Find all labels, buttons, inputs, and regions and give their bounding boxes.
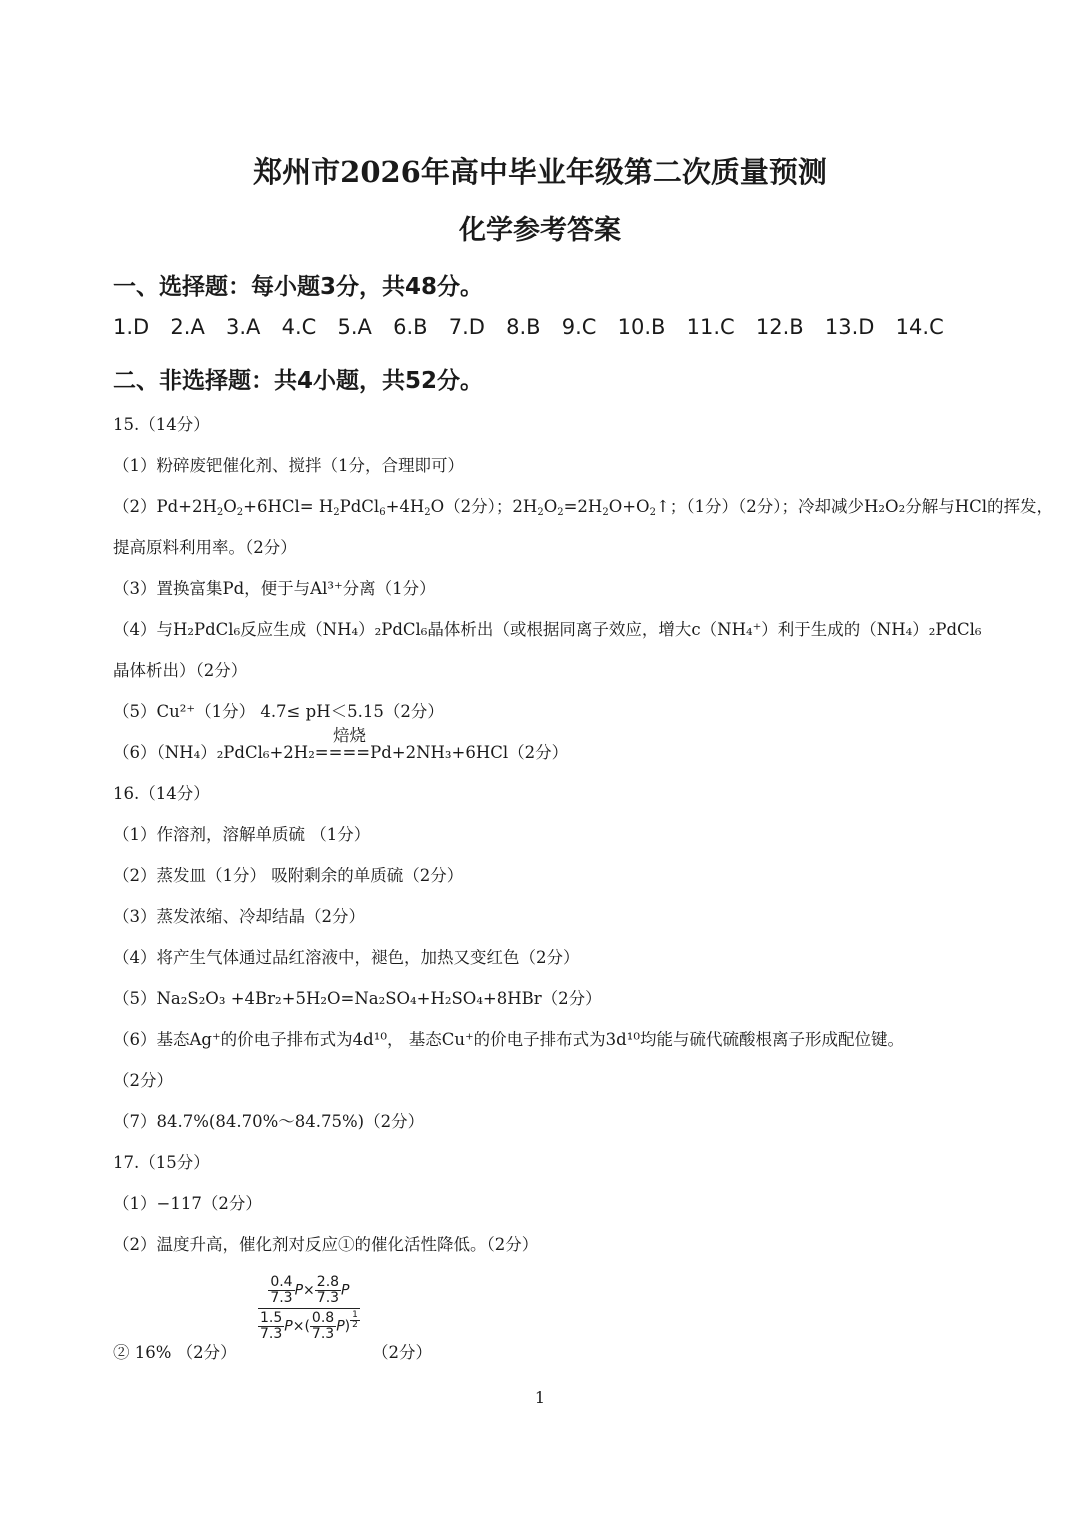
kp-fraction: [258, 1275, 360, 1342]
q15-answer-3: （3）置换富集Pd，便于与Al³⁺分离（1分）: [113, 579, 436, 598]
answer-item: 8.B: [506, 315, 541, 339]
answer-item: 11.C: [686, 315, 735, 339]
q17-answer-1: （1）−117（2分）: [113, 1194, 262, 1213]
q15-answer-6: （6）（NH₄）₂PdCl₆+2H₂====Pd+2NH₃+6HCl（2分）: [113, 743, 569, 762]
document-title: 郑州市2026年高中毕业年级第二次质量预测: [253, 155, 827, 189]
answer-item: 13.D: [824, 315, 875, 339]
q16-answer-6: （6）基态Ag⁺的价电子排布式为4d¹⁰， 基态Cu⁺的价电子排布式为3d¹⁰均能与硫代硫酸根离子形成配位键。: [113, 1030, 904, 1049]
q16-heading: 16.（14分）: [113, 784, 210, 803]
answer-item: 6.B: [393, 315, 428, 339]
q17-heading: 17.（15分）: [113, 1153, 210, 1172]
answer-item: 5.A: [337, 315, 372, 339]
section2-heading: 二、非选择题：共4小题，共52分。: [113, 368, 484, 394]
q16-answer-2: （2）蒸发皿（1分） 吸附剩余的单质硫（2分）: [113, 866, 464, 885]
equilibrium-constant-expression: [258, 1275, 360, 1342]
q15-a6-condition: 焙烧: [333, 726, 366, 745]
q15-answer-2-cont: 提高原料利用率。（2分）: [113, 538, 297, 557]
q16-answer-3: （3）蒸发浓缩、冷却结晶（2分）: [113, 907, 365, 926]
kp-numerator: $\frac{0.4}{7.3}$ P× $\frac{2.8}{7.3}$ P: [258, 1275, 360, 1309]
answer-item: 12.B: [755, 315, 804, 339]
q16-answer-5: （5）Na₂S₂O₃ +4Br₂+5H₂O=Na₂SO₄+H₂SO₄+8HBr（2分）: [113, 989, 602, 1008]
answer-item: 10.B: [617, 315, 666, 339]
q16-answer-6-cont: （2分）: [113, 1071, 173, 1090]
answer-item: 1.D: [113, 315, 150, 339]
answer-item: 9.C: [561, 315, 597, 339]
answer-item: 4.C: [281, 315, 317, 339]
section1-heading: 一、选择题：每小题3分，共48分。: [113, 274, 484, 300]
q15-a2-prefix: （2）Pd+2H: [113, 497, 217, 516]
q17-answer-3-prefix: ② 16% （2分）: [113, 1343, 237, 1362]
q17-answer-2: （2）温度升高，催化剂对反应①的催化活性降低。（2分）: [113, 1235, 539, 1254]
kp-denominator: $\frac{1.5}{7.3}$ P×( $\frac{0.8}{7.3}$ P) $^{\frac{1}{2}}$: [260, 1310, 358, 1342]
answer-item: 2.A: [170, 315, 205, 339]
q16-answer-1: （1）作溶剂，溶解单质硫 （1分）: [113, 825, 371, 844]
answer-item: 7.D: [448, 315, 485, 339]
page-number: 1: [534, 1388, 546, 1407]
q15-answer-1: （1）粉碎废钯催化剂、搅拌（1分，合理即可）: [113, 456, 464, 475]
choice-answers: [113, 315, 958, 339]
answer-item: 14.C: [895, 315, 944, 339]
answer-item: 3.A: [226, 315, 261, 339]
q16-answer-7: （7）84.7%(84.70%～84.75%)（2分）: [113, 1112, 425, 1131]
q15-answer-2: $(2)Pd+2H_2O_2+6HCl=$ $H_2PdCl_6+4H_2O(2$分）；$2H_2O_2=2H_2O+O_2↑$；（1分）（2分）；冷却减少H₂O₂分解与HCl的挥发，: [113, 497, 1053, 518]
q17-answer-3-score: （2分）: [372, 1343, 432, 1362]
q15-a2-rest: （2分）；冷却减少H₂O₂分解与HCl的挥发，: [738, 497, 1053, 516]
q15-heading: 15.（14分）: [113, 415, 210, 434]
document-subtitle: 化学参考答案: [459, 215, 621, 246]
q15-answer-4-cont: 晶体析出）（2分）: [113, 661, 248, 680]
q15-answer-4: （4）与H₂PdCl₆反应生成（NH₄）₂PdCl₆晶体析出（或根据同离子效应，增大c（NH₄⁺）利于生成的（NH₄）₂PdCl₆: [113, 620, 982, 639]
q16-answer-4: （4）将产生气体通过品红溶液中，褪色，加热又变红色（2分）: [113, 948, 580, 967]
q15-answer-5: （5）Cu²⁺（1分） 4.7≤ pH＜5.15（2分）: [113, 702, 444, 721]
